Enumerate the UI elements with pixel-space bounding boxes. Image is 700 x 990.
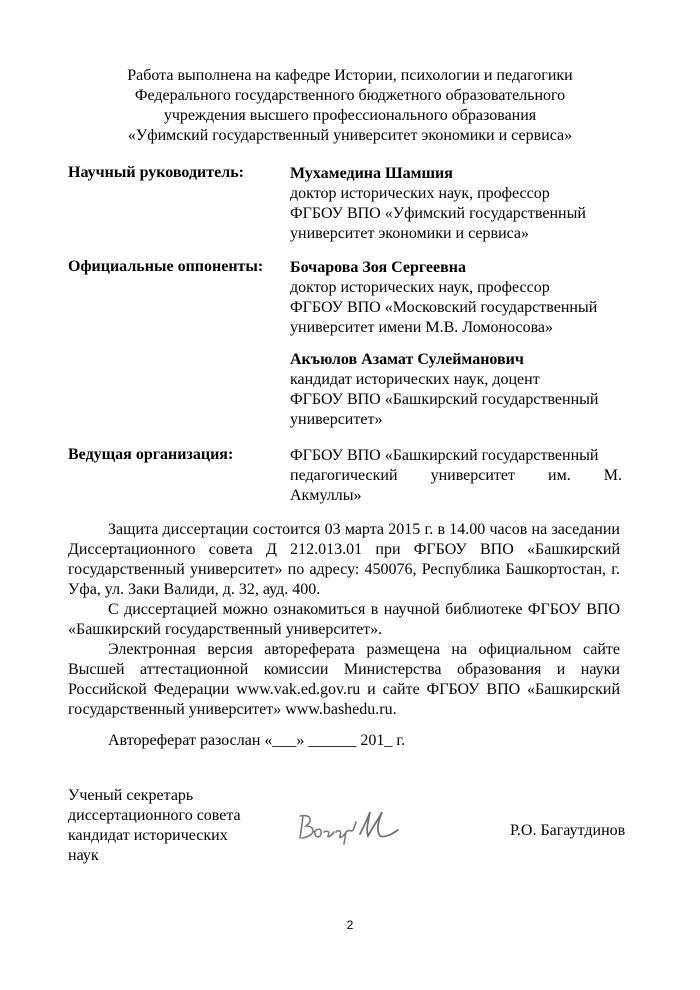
supervisor-degree: доктор исторических наук, профессор xyxy=(290,185,550,202)
electronic-version-paragraph: Электронная версия автореферата размещена на официальном сайте Высшей аттестационной комиссии Министерства образования и науки Российской Федерации www.vak.ed.gov.ru и сайте ФГБОУ ВПО «Башкирский государственный университет» www.bashedu.ru. xyxy=(68,641,620,718)
page-number: 2 xyxy=(346,918,354,932)
secretary-title xyxy=(68,786,241,866)
secretary-line-3: кандидат исторических xyxy=(68,827,228,844)
supervisor-org-line1: ФГБОУ ВПО «Уфимский государственный xyxy=(290,205,586,222)
header-block xyxy=(60,66,640,146)
opponents-role: Официальные оппоненты: xyxy=(68,258,264,275)
opponent-1-name: Бочарова Зоя Сергеевна xyxy=(290,259,466,276)
opponent-2-info xyxy=(290,350,622,430)
defense-paragraph: Защита диссертации состоится 03 марта 2015 г. в 14.00 часов на заседании Диссертационного совета Д 212.013.01 при ФГБОУ ВПО «Башкирский государственный университет» по адресу: 450076, Республика Башкортостан, г. Уфа, ул. Заки Валиди, д. 32, ауд. 400. xyxy=(68,521,620,598)
opponent-2-degree: кандидат исторических наук, доцент xyxy=(290,371,540,388)
header-line-4: «Уфимский государственный университет экономики и сервиса» xyxy=(127,127,573,144)
lead-org-info xyxy=(290,446,622,506)
header-line-3: учреждения высшего профессионального образования xyxy=(163,107,537,124)
lead-org-line2: педагогический университет им. М. xyxy=(290,467,622,484)
lead-org-line3: Акмуллы» xyxy=(290,487,362,504)
opponent-1-degree: доктор исторических наук, профессор xyxy=(290,279,550,296)
handwritten-signature xyxy=(258,786,443,860)
opponent-2-org-line2: университет» xyxy=(290,411,383,428)
supervisor-name: Мухамедина Шамшия xyxy=(290,165,453,182)
opponent-1-info xyxy=(290,258,622,338)
lead-org-line1: ФГБОУ ВПО «Башкирский государственный xyxy=(290,447,599,464)
secretary-line-1: Ученый секретарь xyxy=(68,787,194,804)
opponent-1-org-line1: ФГБОУ ВПО «Московский государственный xyxy=(290,299,598,316)
secretary-line-4: наук xyxy=(68,847,99,864)
opponent-1-org-line2: университет имени М.В. Ломоносова» xyxy=(290,319,554,336)
supervisor-info xyxy=(290,164,622,244)
secretary-line-2: диссертационного совета xyxy=(68,807,241,824)
opponent-2-name: Акъюлов Азамат Сулейманович xyxy=(290,351,524,368)
secretary-name: Р.О. Багаутдинов xyxy=(510,822,626,839)
header-line-2: Федерального государственного бюджетного образовательного xyxy=(134,87,566,104)
supervisor-role: Научный руководитель: xyxy=(68,164,244,181)
defense-block xyxy=(68,520,620,720)
opponent-2-org-line1: ФГБОУ ВПО «Башкирский государственный xyxy=(290,391,599,408)
lead-org-role: Ведущая организация: xyxy=(68,446,234,463)
header-line-1: Работа выполнена на кафедре Истории, психологии и педагогики xyxy=(127,67,573,84)
sent-date-line: Автореферат разослан «___» ______ 201_ г. xyxy=(108,732,406,749)
library-paragraph: С диссертацией можно ознакомиться в научной библиотеке ФГБОУ ВПО «Башкирский государственный университет». xyxy=(68,601,620,638)
supervisor-org-line2: университет экономики и сервиса» xyxy=(290,225,530,242)
